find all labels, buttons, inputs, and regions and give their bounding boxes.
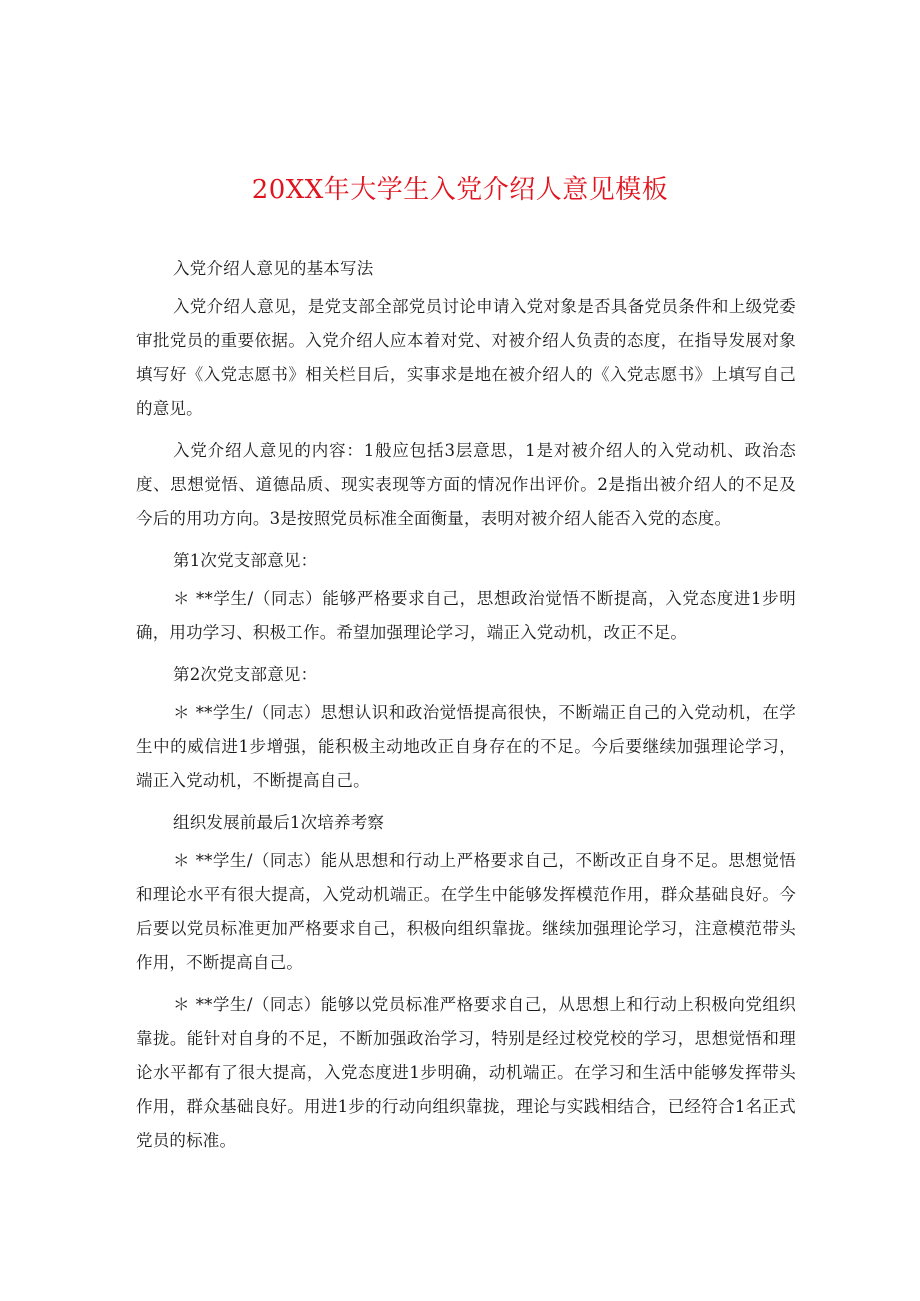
paragraph-content-requirements: 入党介绍人意见的内容：1般应包括3层意思，1是对被介绍人的入党动机、政治态度、思想觉悟、道德品质、现实表现等方面的情况作出评价。2是指出被介绍人的不足及今后的用功方向。3是按照党员标准全面衡量，表明对被介绍人能否入党的态度。 <box>136 441 796 528</box>
section-heading-first-opinion: 第1次党支部意见： <box>173 551 318 570</box>
paragraph-second-opinion: ＊ **学生/（同志）思想认识和政治觉悟提高很快，不断端正自己的入党动机，在学生中的威信进1步增强，能积极主动地改正自身存在的不足。今后要继续加强理论学习，端正入党动机，不断提高自己。 <box>136 703 796 790</box>
paragraph-final-review-1: ＊ **学生/（同志）能从思想和行动上严格要求自己，不断改正自身不足。思想觉悟和理论水平有很大提高，入党动机端正。在学生中能够发挥模范作用，群众基础良好。今后要以党员标准更加严格要求自己，积极向组织靠拢。继续加强理论学习，注意模范带头作用，不断提高自己。 <box>136 851 796 972</box>
paragraph-final-review-2: ＊ **学生/（同志）能够以党员标准严格要求自己，从思想上和行动上积极向党组织靠拢。能针对自身的不足，不断加强政治学习，特别是经过校党校的学习，思想觉悟和理论水平都有了很大提高，入党态度进1步明确，动机端正。在学习和生活中能够发挥带头作用，群众基础良好。用进1步的行动向组织靠拢，理论与实践相结合，已经符合1名正式党员的标准。 <box>136 995 796 1150</box>
paragraph-first-opinion: ＊ **学生/（同志）能够严格要求自己，思想政治觉悟不断提高，入党态度进1步明确，用功学习、积极工作。希望加强理论学习，端正入党动机，改正不足。 <box>136 589 796 642</box>
section-heading-basic-writing: 入党介绍人意见的基本写法 <box>173 259 374 278</box>
paragraph-intro: 入党介绍人意见，是党支部全部党员讨论申请入党对象是否具备党员条件和上级党委审批党员的重要依据。入党介绍人应本着对党、对被介绍人负责的态度，在指导发展对象填写好《入党志愿书》相关栏目后，实事求是地在被介绍人的《入党志愿书》上填写自己的意见。 <box>136 297 796 418</box>
document-body <box>136 252 796 1166</box>
section-heading-final-review: 组织发展前最后1次培养考察 <box>173 813 385 832</box>
section-heading-second-opinion: 第2次党支部意见： <box>173 665 318 684</box>
document-title: 20XX年大学生入党介绍人意见模板 <box>251 175 669 205</box>
